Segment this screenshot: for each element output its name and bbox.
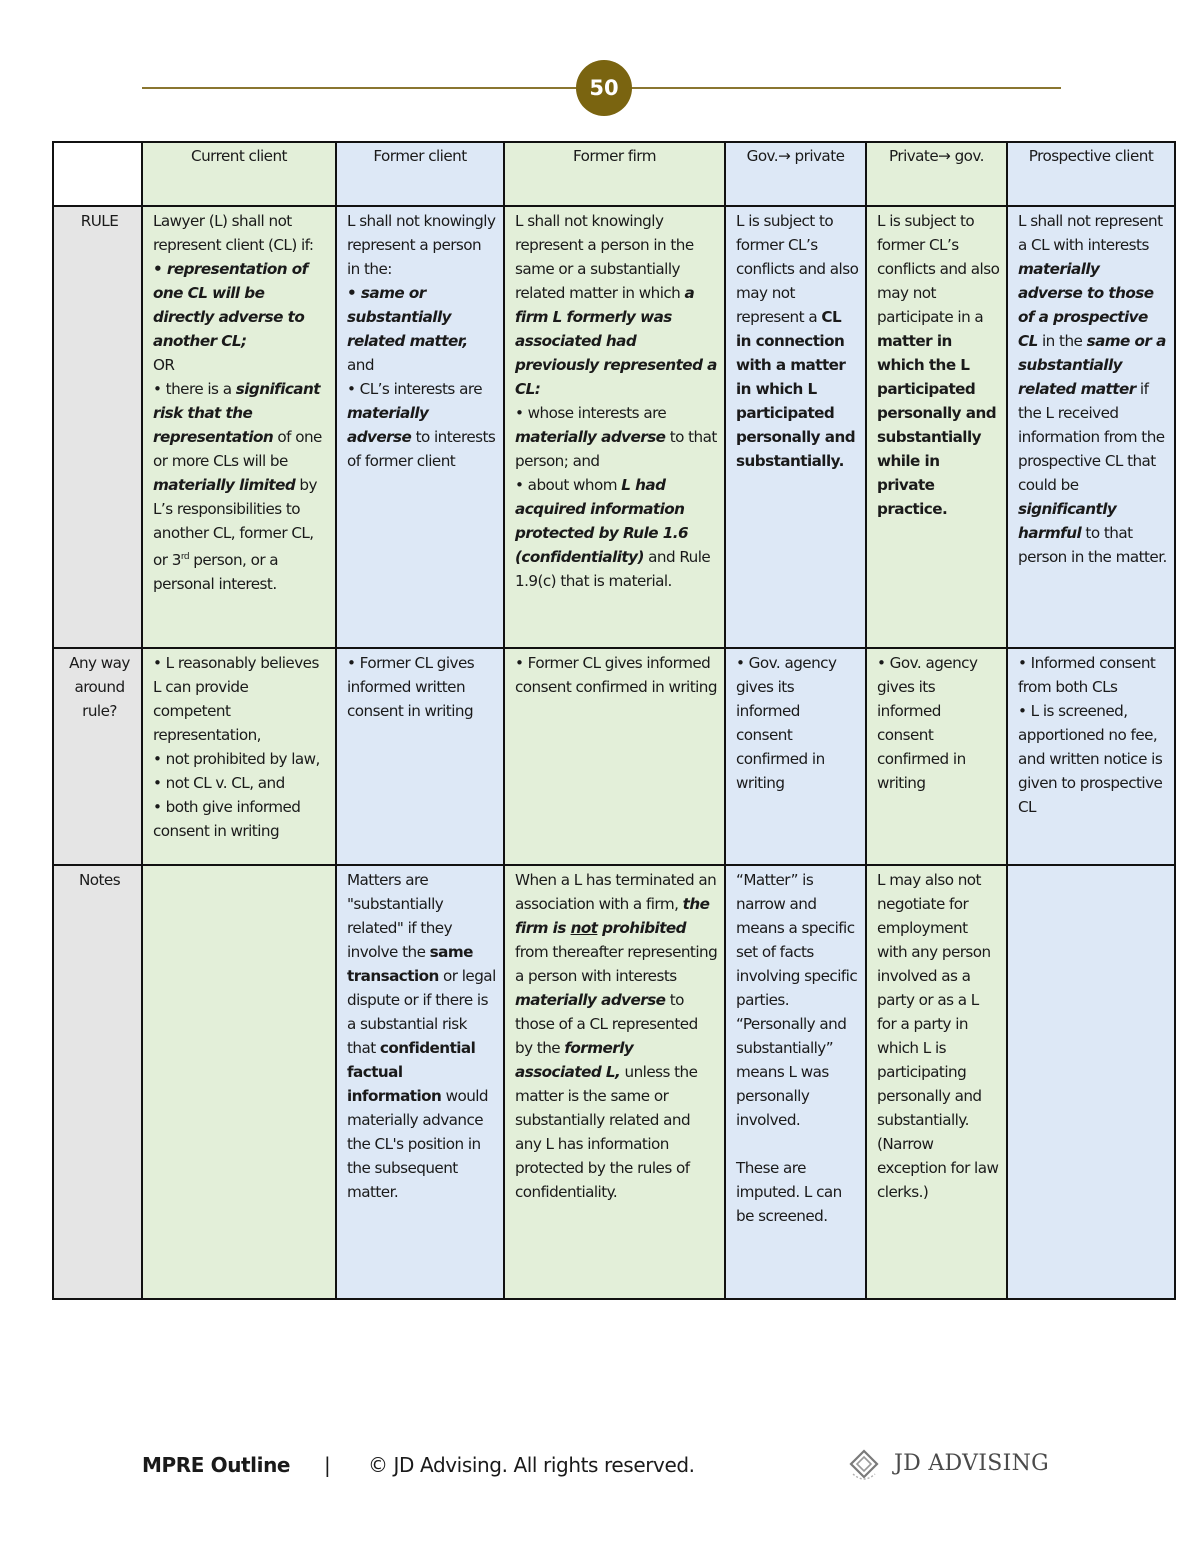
cell-rule-private-gov: L is subject to former CL’s conflicts and also may not participate in a matter in which the L participated personally and substantially while in private practice. (866, 206, 1007, 648)
conflicts-table (52, 141, 1176, 1300)
footer-separator: | (324, 1453, 331, 1477)
cell-rule-prospective-client: L shall not represent a CL with interests materially adverse to those of a prospective CL in the same or a substantially related matter if the L received information from the prospective CL that could be significantly harmful to that person in the matter. (1007, 206, 1175, 648)
cell-notes-prospective-client (1007, 865, 1175, 1299)
cell-rule-former-client: L shall not knowingly represent a person in the: • same or substantially related matter, and • CL’s interests are materially adverse to interests of former client (336, 206, 504, 648)
cell-way-current-client: • L reasonably believes L can provide competent representation, • not prohibited by law, • not CL v. CL, and • both give informed consent in writing (142, 648, 336, 865)
header-private-gov: Private→ gov. (866, 142, 1007, 206)
cell-notes-private-gov: L may also not negotiate for employment with any person involved as a party or as a L for a party in which L is participating personally and substantially. (Narrow exception for law clerks.) (866, 865, 1007, 1299)
header-gov-private: Gov.→ private (725, 142, 866, 206)
header-former-firm: Former firm (504, 142, 725, 206)
cell-notes-former-firm: When a L has terminated an association with a firm, the firm is not prohibited from thereafter representing a person with interests materially adverse to those of a CL represented by the formerly associated L, unless the matter is the same or substantially related and any L has information protected by the rules of confidentiality. (504, 865, 725, 1299)
header-former-client: Former client (336, 142, 504, 206)
cell-rule-current-client: Lawyer (L) shall not represent client (CL) if: • representation of one CL will be directly adverse to another CL; OR • there is a significant risk that the representation of one or more CLs will be materially limited by L’s responsibilities to another CL, former CL, or 3rd person, or a personal interest. (142, 206, 336, 648)
header-current-client: Current client (142, 142, 336, 206)
cell-way-gov-private: • Gov. agency gives its informed consent confirmed in writing (725, 648, 866, 865)
cell-rule-former-firm: L shall not knowingly represent a person in the same or a substantially related matter in which a firm L formerly was associated had previously represented a CL: • whose interests are materially adverse to that person; and • about whom L had acquired information protected by Rule 1.6 (confidentiality) and Rule 1.9(c) that is material. (504, 206, 725, 648)
footer-copyright: © JD Advising. All rights reserved. (368, 1453, 695, 1477)
row-label-rule: RULE (53, 206, 142, 648)
cell-rule-gov-private: L is subject to former CL’s conflicts and also may not represent a CL in connection with a matter in which L participated personally and substantially. (725, 206, 866, 648)
table-row-way-around (53, 648, 1175, 865)
header-rule-right (628, 87, 1061, 89)
footer-title: MPRE Outline (142, 1453, 291, 1477)
cell-notes-former-client: Matters are "substantially related" if they involve the same transaction or legal dispute or if there is a substantial risk that confidential factual information would materially advance the CL's position in the subsequent matter. (336, 865, 504, 1299)
table-row-rule (53, 206, 1175, 648)
row-label-way-around: Any way around rule? (53, 648, 142, 865)
cell-way-prospective-client: • Informed consent from both CLs • L is screened, apportioned no fee, and written notice is given to prospective CL (1007, 648, 1175, 865)
page-number-badge: 50 (576, 60, 632, 116)
row-label-notes: Notes (53, 865, 142, 1299)
cell-way-former-firm: • Former CL gives informed consent confirmed in writing (504, 648, 725, 865)
cell-notes-gov-private: “Matter” is narrow and means a specific set of facts involving specific parties. “Personally and substantially” means L was personally involved. These are imputed. L can be screened. (725, 865, 866, 1299)
footer-logo-text: JD ADVISING (894, 1451, 1050, 1476)
cell-notes-current-client (142, 865, 336, 1299)
table-header-row (53, 142, 1175, 206)
table-row-notes (53, 865, 1175, 1299)
cell-way-private-gov: • Gov. agency gives its informed consent confirmed in writing (866, 648, 1007, 865)
cell-way-former-client: • Former CL gives informed written consent in writing (336, 648, 504, 865)
header-prospective-client: Prospective client (1007, 142, 1175, 206)
jd-diamond-logo-icon (846, 1448, 882, 1484)
header-corner-cell (53, 142, 142, 206)
header-rule-left (142, 87, 578, 89)
